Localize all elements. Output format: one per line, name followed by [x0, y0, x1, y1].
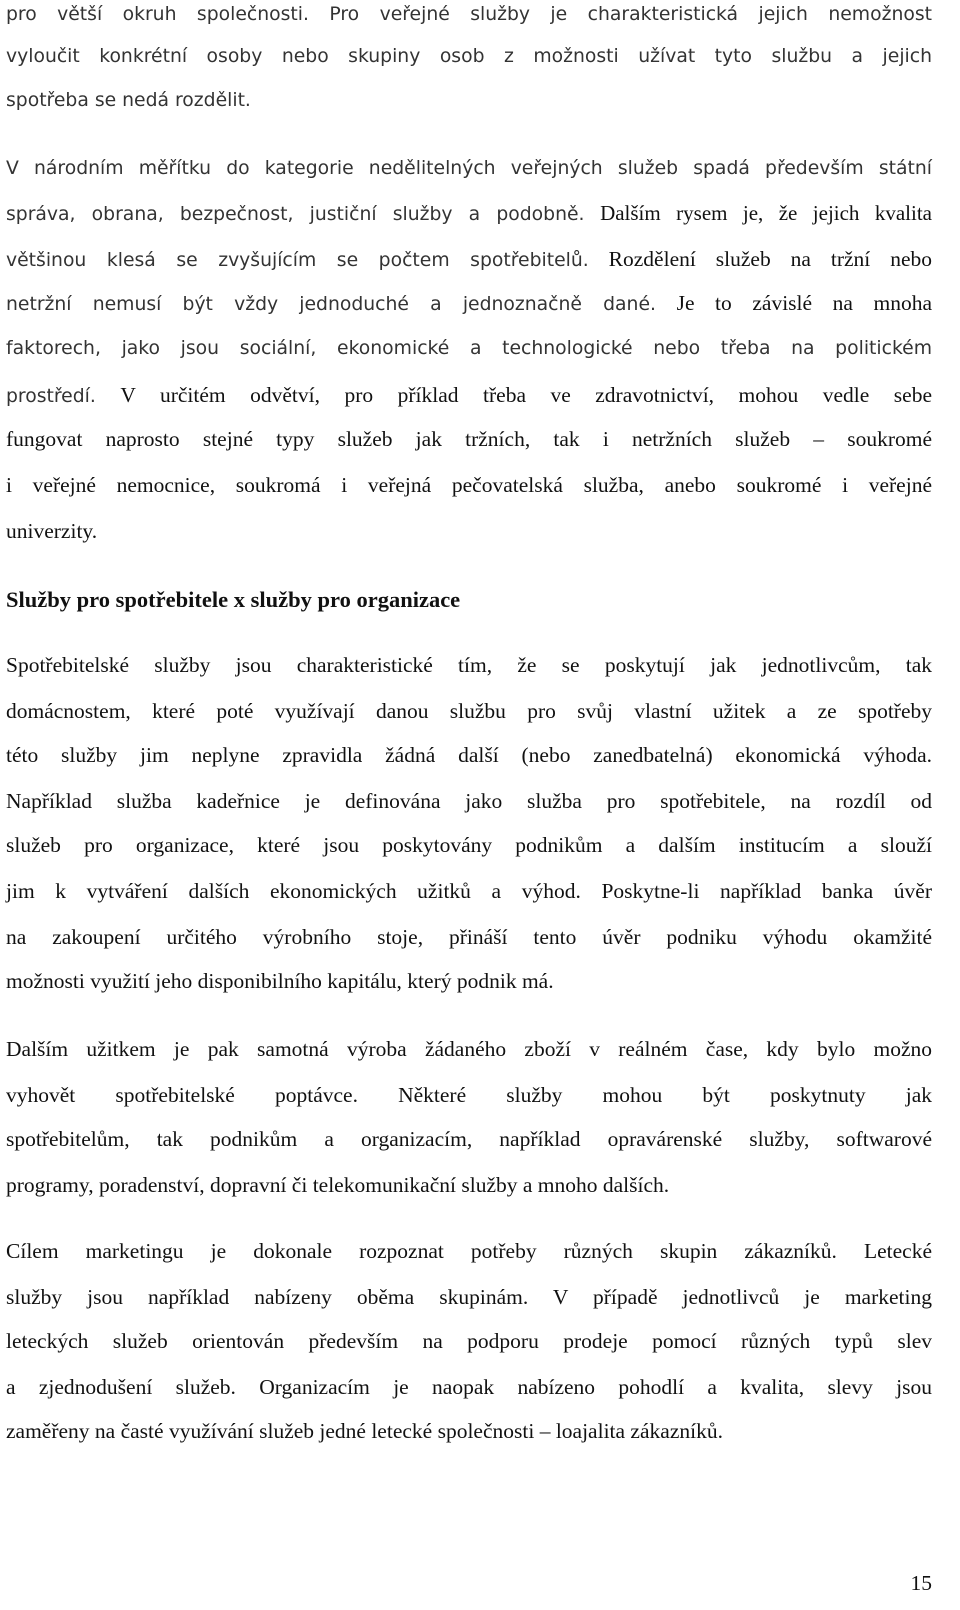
paragraph-3-line: domácnostem, které poté využívají danou službu pro svůj vlastní užitek a ze spotřeby: [6, 699, 932, 723]
paragraph-2-line: i veřejné nemocnice, soukromá i veřejná pečovatelská služba, anebo soukromé i veřejné: [6, 473, 932, 497]
text-run: netržní nemusí být vždy jednoduché a jednoznačně dané.: [6, 294, 656, 315]
paragraph-5-line: zaměřeny na časté využívání služeb jedné letecké společnosti – loajalita zákazníků.: [6, 1419, 723, 1443]
paragraph-2-line: [6, 288, 932, 318]
paragraph-1-line: pro větší okruh společnosti. Pro veřejné služby je charakteristická jejich nemožnost: [6, 4, 932, 25]
text-run: Dalším rysem je, že jejich kvalita: [600, 201, 933, 225]
text-run: V určitém odvětví, pro příklad třeba ve zdravotnictví, mohou vedle sebe: [120, 383, 933, 407]
text-run: Rozdělení služeb na tržní nebo: [608, 247, 932, 271]
paragraph-2-line: univerzity.: [6, 519, 98, 543]
paragraph-4-line: programy, poradenství, dopravní či telekomunikační služby a mnoho dalších.: [6, 1173, 670, 1197]
paragraph-4-line: vyhovět spotřebitelské poptávce. Některé služby mohou být poskytnuty jak: [6, 1083, 932, 1107]
paragraph-2-line: [6, 244, 932, 274]
paragraph-4-line: spotřebitelům, tak podnikům a organizacím, například opravárenské služby, softwarové: [6, 1127, 932, 1151]
paragraph-3-line: [6, 876, 932, 906]
paragraph-1-line: vyloučit konkrétní osoby nebo skupiny osob z možnosti užívat tyto službu a jejich: [6, 46, 932, 67]
paragraph-2-line: faktorech, jako jsou sociální, ekonomické a technologické nebo třeba na politickém: [6, 338, 932, 359]
text-run: jim k vytváření dalších ekonomických užitků a výhod.: [6, 879, 581, 903]
paragraph-2-line: [6, 380, 932, 410]
section-heading: Služby pro spotřebitele x služby pro organizace: [6, 587, 461, 612]
paragraph-5-line: Cílem marketingu je dokonale rozpoznat potřeby různých skupin zákazníků. Letecké: [6, 1239, 932, 1263]
page-number: 15: [910, 1571, 932, 1595]
text-run: prostředí.: [6, 386, 96, 407]
paragraph-5-line: služby jsou například nabízeny oběma skupinám. V případě jednotlivců je marketing: [6, 1285, 932, 1309]
paragraph-2-line: fungovat naprosto stejné typy služeb jak tržních, tak i netržních služeb – soukromé: [6, 427, 932, 451]
paragraph-3-line: Například služba kadeřnice je definována jako služba pro spotřebitele, na rozdíl od: [6, 789, 932, 813]
paragraph-5-line: leteckých služeb orientován především na podporu prodeje pomocí různých typů slev: [6, 1329, 932, 1353]
paragraph-3-line: Spotřebitelské služby jsou charakteristické tím, že se poskytují jak jednotlivcům, tak: [6, 653, 932, 677]
paragraph-3-line: této služby jim neplyne zpravidla žádná další (nebo zanedbatelná) ekonomická výhoda.: [6, 743, 932, 767]
paragraph-4-line: Dalším užitkem je pak samotná výroba žádaného zboží v reálném čase, kdy bylo možno: [6, 1037, 932, 1061]
paragraph-3-line: služeb pro organizace, které jsou poskytovány podnikům a dalším institucím a slouží: [6, 833, 932, 857]
paragraph-5-line: a zjednodušení služeb. Organizacím je naopak nabízeno pohodlí a kvalita, slevy jsou: [6, 1375, 932, 1399]
paragraph-2-line: [6, 198, 932, 228]
paragraph-3-line: možnosti využití jeho disponibilního kapitálu, který podnik má.: [6, 969, 554, 993]
text-run: správa, obrana, bezpečnost, justiční služby a podobně.: [6, 204, 585, 225]
text-run: Poskytne-li například banka úvěr: [601, 879, 933, 903]
paragraph-1-line: spotřeba se nedá rozdělit.: [6, 90, 251, 111]
text-run: Je to závislé na mnoha: [676, 291, 933, 315]
text-run: většinou klesá se zvyšujícím se počtem spotřebitelů.: [6, 250, 589, 271]
paragraph-2-line: V národním měřítku do kategorie nedělitelných veřejných služeb spadá především státní: [6, 158, 932, 179]
paragraph-3-line: na zakoupení určitého výrobního stoje, přináší tento úvěr podniku výhodu okamžité: [6, 925, 932, 949]
